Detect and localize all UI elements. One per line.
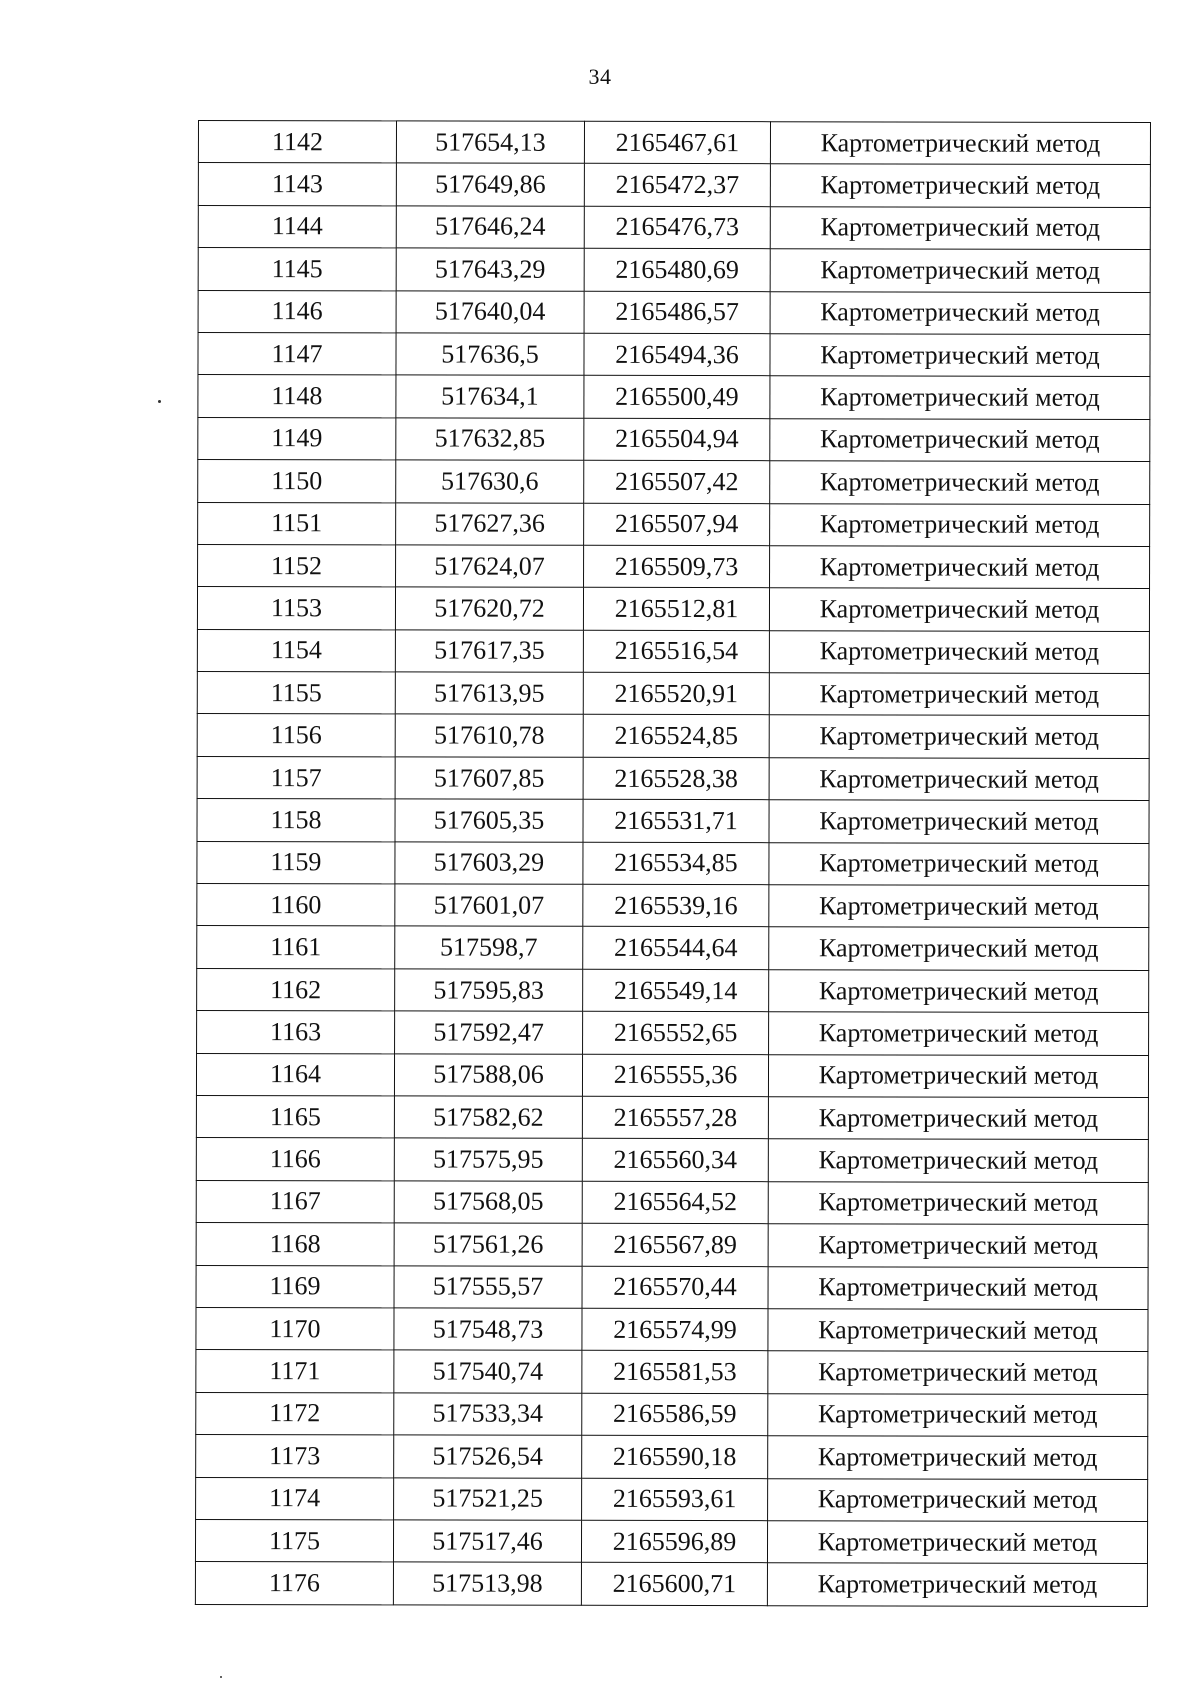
y-coordinate-cell: 2165596,89 [581, 1520, 767, 1563]
table-row [197, 672, 1149, 716]
table-row [198, 163, 1150, 207]
point-number-cell: 1167 [196, 1180, 394, 1223]
y-coordinate-cell: 2165512,81 [583, 588, 769, 631]
point-number-cell: 1158 [197, 799, 395, 842]
y-coordinate-cell: 2165557,28 [582, 1096, 768, 1139]
table-row [196, 1138, 1148, 1182]
x-coordinate-cell: 517627,36 [396, 502, 584, 545]
table-row [198, 544, 1150, 588]
point-number-cell: 1162 [197, 968, 395, 1011]
x-coordinate-cell: 517640,04 [396, 290, 584, 333]
point-number-cell: 1163 [197, 1011, 395, 1054]
x-coordinate-cell: 517646,24 [396, 206, 584, 249]
y-coordinate-cell: 2165560,34 [582, 1139, 768, 1182]
point-number-cell: 1169 [196, 1265, 394, 1308]
y-coordinate-cell: 2165600,71 [581, 1563, 767, 1606]
x-coordinate-cell: 517617,35 [395, 630, 583, 673]
y-coordinate-cell: 2165520,91 [583, 672, 769, 715]
y-coordinate-cell: 2165574,99 [582, 1308, 768, 1351]
y-coordinate-cell: 2165486,57 [584, 291, 770, 334]
table-row [197, 799, 1149, 843]
table-row [195, 1519, 1147, 1563]
table-row [198, 460, 1150, 504]
point-number-cell: 1166 [196, 1138, 394, 1181]
method-cell: Картометрический метод [770, 291, 1150, 334]
method-cell: Картометрический метод [770, 546, 1150, 589]
x-coordinate-cell: 517643,29 [396, 248, 584, 291]
method-cell: Картометрический метод [768, 1393, 1148, 1436]
x-coordinate-cell: 517620,72 [395, 587, 583, 630]
table-row [198, 248, 1150, 292]
method-cell: Картометрический метод [768, 1054, 1148, 1097]
x-coordinate-cell: 517517,46 [393, 1520, 581, 1563]
page-number: 34 [588, 64, 612, 89]
point-number-cell: 1160 [197, 884, 395, 927]
method-cell: Картометрический метод [769, 1012, 1149, 1055]
method-cell: Картометрический метод [768, 1266, 1148, 1309]
y-coordinate-cell: 2165472,37 [584, 164, 770, 207]
method-cell: Картометрический метод [769, 673, 1149, 716]
x-coordinate-cell: 517610,78 [395, 714, 583, 757]
point-number-cell: 1172 [196, 1392, 394, 1435]
table-row [196, 1180, 1148, 1224]
x-coordinate-cell: 517568,05 [394, 1181, 582, 1224]
x-coordinate-cell: 517540,74 [394, 1350, 582, 1393]
y-coordinate-cell: 2165528,38 [583, 757, 769, 800]
y-coordinate-cell: 2165480,69 [584, 248, 770, 291]
method-cell: Картометрический метод [768, 1181, 1148, 1224]
table-row [197, 714, 1149, 758]
table-row [198, 375, 1150, 419]
y-coordinate-cell: 2165534,85 [583, 842, 769, 885]
method-cell: Картометрический метод [770, 503, 1150, 546]
x-coordinate-cell: 517513,98 [393, 1562, 581, 1605]
method-cell: Картометрический метод [769, 885, 1149, 928]
table-row [197, 629, 1149, 673]
method-cell: Картометрический метод [770, 122, 1150, 165]
method-cell: Картометрический метод [767, 1563, 1147, 1606]
method-cell: Картометрический метод [768, 1309, 1148, 1352]
method-cell: Картометрический метод [770, 376, 1150, 419]
method-cell: Картометрический метод [769, 800, 1149, 843]
x-coordinate-cell: 517582,62 [394, 1096, 582, 1139]
point-number-cell: 1176 [195, 1562, 393, 1605]
point-number-cell: 1170 [196, 1307, 394, 1350]
x-coordinate-cell: 517603,29 [395, 842, 583, 885]
table-row [198, 121, 1150, 165]
x-coordinate-cell: 517624,07 [396, 545, 584, 588]
point-number-cell: 1173 [196, 1435, 394, 1478]
y-coordinate-cell: 2165500,49 [584, 376, 770, 419]
method-cell: Картометрический метод [770, 418, 1150, 461]
method-cell: Картометрический метод [767, 1521, 1147, 1564]
x-coordinate-cell: 517598,7 [395, 926, 583, 969]
method-cell: Картометрический метод [770, 206, 1150, 249]
point-number-cell: 1165 [196, 1095, 394, 1138]
method-cell: Картометрический метод [770, 334, 1150, 377]
table-row [196, 1392, 1148, 1436]
table-row [197, 587, 1149, 631]
x-coordinate-cell: 517592,47 [395, 1011, 583, 1054]
point-number-cell: 1154 [197, 629, 395, 672]
table-row [196, 1307, 1148, 1351]
y-coordinate-cell: 2165467,61 [584, 121, 770, 164]
point-number-cell: 1151 [198, 502, 396, 545]
table-row [198, 502, 1150, 546]
table-row [197, 841, 1149, 885]
table-row [197, 968, 1149, 1012]
table-row [198, 417, 1150, 461]
table-row [196, 1265, 1148, 1309]
x-coordinate-cell: 517533,34 [394, 1393, 582, 1436]
y-coordinate-cell: 2165524,85 [583, 715, 769, 758]
point-number-cell: 1149 [198, 417, 396, 460]
x-coordinate-cell: 517548,73 [394, 1308, 582, 1351]
point-number-cell: 1147 [198, 332, 396, 375]
table-row [196, 1350, 1148, 1394]
table-row [197, 756, 1149, 800]
y-coordinate-cell: 2165507,94 [584, 503, 770, 546]
x-coordinate-cell: 517613,95 [395, 672, 583, 715]
x-coordinate-cell: 517561,26 [394, 1223, 582, 1266]
method-cell: Картометрический метод [770, 461, 1150, 504]
x-coordinate-cell: 517649,86 [396, 163, 584, 206]
method-cell: Картометрический метод [769, 715, 1149, 758]
point-number-cell: 1156 [197, 714, 395, 757]
y-coordinate-cell: 2165581,53 [582, 1351, 768, 1394]
y-coordinate-cell: 2165564,52 [582, 1181, 768, 1224]
x-coordinate-cell: 517588,06 [394, 1054, 582, 1097]
x-coordinate-cell: 517654,13 [396, 121, 584, 164]
x-coordinate-cell: 517605,35 [395, 799, 583, 842]
table-row [196, 1435, 1148, 1479]
point-number-cell: 1142 [198, 121, 396, 164]
x-coordinate-cell: 517521,25 [394, 1477, 582, 1520]
point-number-cell: 1152 [198, 544, 396, 587]
method-cell: Картометрический метод [769, 927, 1149, 970]
table-row [198, 205, 1150, 249]
y-coordinate-cell: 2165570,44 [582, 1266, 768, 1309]
table-row [198, 332, 1150, 376]
table-row [197, 926, 1149, 970]
method-cell: Картометрический метод [769, 758, 1149, 801]
coordinates-table-body [195, 121, 1150, 1607]
point-number-cell: 1171 [196, 1350, 394, 1393]
table-row [196, 1477, 1148, 1521]
y-coordinate-cell: 2165531,71 [583, 800, 769, 843]
x-coordinate-cell: 517607,85 [395, 757, 583, 800]
scan-speck [158, 400, 161, 403]
point-number-cell: 1161 [197, 926, 395, 969]
table-row [197, 1011, 1149, 1055]
point-number-cell: 1164 [196, 1053, 394, 1096]
scan-speck [220, 1676, 222, 1678]
table-row [198, 290, 1150, 334]
point-number-cell: 1155 [197, 672, 395, 715]
x-coordinate-cell: 517601,07 [395, 884, 583, 927]
point-number-cell: 1150 [198, 460, 396, 503]
x-coordinate-cell: 517575,95 [394, 1138, 582, 1181]
x-coordinate-cell: 517630,6 [396, 460, 584, 503]
y-coordinate-cell: 2165567,89 [582, 1223, 768, 1266]
table-row [196, 1053, 1148, 1097]
point-number-cell: 1148 [198, 375, 396, 418]
method-cell: Картометрический метод [768, 1436, 1148, 1479]
point-number-cell: 1168 [196, 1223, 394, 1266]
method-cell: Картометрический метод [768, 1478, 1148, 1521]
y-coordinate-cell: 2165504,94 [584, 418, 770, 461]
method-cell: Картометрический метод [769, 970, 1149, 1013]
point-number-cell: 1153 [197, 587, 395, 630]
y-coordinate-cell: 2165516,54 [583, 630, 769, 673]
table-row [197, 884, 1149, 928]
method-cell: Картометрический метод [768, 1139, 1148, 1182]
method-cell: Картометрический метод [769, 842, 1149, 885]
y-coordinate-cell: 2165539,16 [583, 884, 769, 927]
point-number-cell: 1143 [198, 163, 396, 206]
y-coordinate-cell: 2165552,65 [583, 1012, 769, 1055]
y-coordinate-cell: 2165549,14 [583, 969, 769, 1012]
table-row [196, 1095, 1148, 1139]
y-coordinate-cell: 2165507,42 [584, 460, 770, 503]
method-cell: Картометрический метод [768, 1351, 1148, 1394]
point-number-cell: 1146 [198, 290, 396, 333]
method-cell: Картометрический метод [770, 164, 1150, 207]
point-number-cell: 1145 [198, 248, 396, 291]
method-cell: Картометрический метод [769, 630, 1149, 673]
y-coordinate-cell: 2165555,36 [582, 1054, 768, 1097]
y-coordinate-cell: 2165544,64 [583, 927, 769, 970]
x-coordinate-cell: 517634,1 [396, 375, 584, 418]
x-coordinate-cell: 517632,85 [396, 418, 584, 461]
x-coordinate-cell: 517636,5 [396, 333, 584, 376]
y-coordinate-cell: 2165494,36 [584, 333, 770, 376]
coordinates-table [195, 120, 1151, 1607]
point-number-cell: 1174 [196, 1477, 394, 1520]
point-number-cell: 1159 [197, 841, 395, 884]
point-number-cell: 1157 [197, 756, 395, 799]
method-cell: Картометрический метод [769, 588, 1149, 631]
x-coordinate-cell: 517555,57 [394, 1265, 582, 1308]
method-cell: Картометрический метод [768, 1224, 1148, 1267]
y-coordinate-cell: 2165586,59 [582, 1393, 768, 1436]
method-cell: Картометрический метод [770, 249, 1150, 292]
y-coordinate-cell: 2165590,18 [582, 1435, 768, 1478]
y-coordinate-cell: 2165476,73 [584, 206, 770, 249]
table-row [195, 1562, 1147, 1606]
method-cell: Картометрический метод [768, 1097, 1148, 1140]
table-row [196, 1223, 1148, 1267]
y-coordinate-cell: 2165593,61 [582, 1478, 768, 1521]
point-number-cell: 1144 [198, 205, 396, 248]
point-number-cell: 1175 [195, 1519, 393, 1562]
x-coordinate-cell: 517526,54 [394, 1435, 582, 1478]
x-coordinate-cell: 517595,83 [395, 969, 583, 1012]
y-coordinate-cell: 2165509,73 [584, 545, 770, 588]
